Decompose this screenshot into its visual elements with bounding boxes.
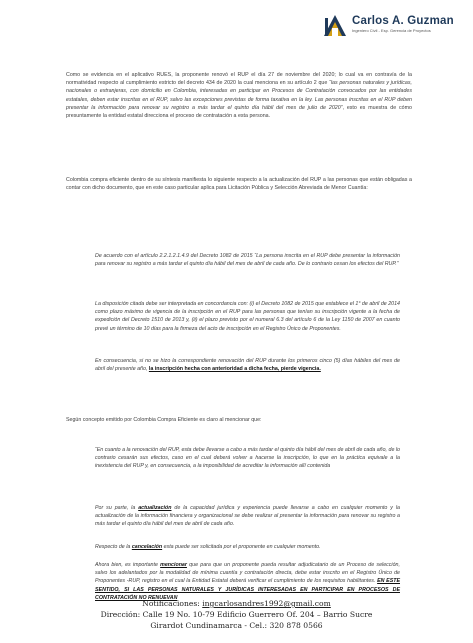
footer-address: Dirección: Calle 19 No. 10-79 Edificio Guerrero Of. 204 – Barrio Sucre (100, 610, 373, 619)
text: Como se evidencia en el aplicativo RUES, la proponente renovó el RUP el día 27 de noviembre del 2020; lo cual va en contravía de la normatividad respecto al cumplimiento estricto del decreto 434 de 2020 la cual menciona en su artículo 2 que (66, 72, 412, 87)
text: , esto es muestra de cómo presuntamente la entidad estatal direcciona el proceso de contratación a esta persona. (66, 104, 412, 120)
paragraph-concept: Según concepto emitido por Colombia Compra Eficiente es claro al mencionar que: (66, 417, 262, 423)
text: De acuerdo con el artículo 2.2.1.2.1.4.9 del Decreto 1082 de 2015 (95, 253, 255, 259)
underlined-text: la inscripción hecha con anterioridad a dicha fecha, pierde vigencia. (148, 366, 321, 373)
underlined-text: actualización (138, 505, 172, 511)
logo-subtitle: Ingeniero Civil - Esp. Gerencia de Proyectos (352, 28, 431, 33)
header-logo (322, 10, 472, 42)
underlined-text: mencionar (160, 562, 187, 568)
text: Ahora bien, es importante (95, 562, 161, 568)
paragraph-colombia-compra: Colombia compra eficiente dentro de su síntesis manifiesta lo siguiente respecto a la actualización del RUP a las personas que están obligadas a contar con dicho documento, que en este caso particular aplica para Licitación Pública y Selección Abreviada de Menor Cuantía: (66, 177, 412, 192)
text: Respecto de la (95, 544, 132, 550)
email-link[interactable]: ingcarlosandres1992@gmail.com (202, 599, 331, 608)
footer-label: Notificaciones: (142, 599, 203, 608)
quote-update (95, 504, 400, 529)
text: En consecuencia, si no se hizo la correspondiente renovación del RUP durante los primeros cinco (5) días hábiles del mes de abril del presente año, (95, 358, 400, 373)
quote-consequence (95, 357, 400, 373)
underlined-text: cancelación (131, 544, 163, 550)
footer-notifications (0, 598, 473, 609)
quote-renewal (95, 446, 400, 471)
building-logo-icon (322, 12, 348, 38)
footer-phone: Girardot Cundinamarca - Cel.: 320 878 0566 (150, 621, 323, 630)
text: “La persona inscrita en el RUP debe presentar la información para renovar su registro a más tardar el quinto día hábil del mes de abril de cada año. De lo contrario cesan los efectos del RUP.” (95, 253, 400, 268)
page-footer (0, 598, 473, 631)
quote-decree-1082 (95, 252, 400, 268)
text: La disposición citada debe ser interpretada en concordancia con: (i) el Decreto 1082 de 2015 que establece el 1° de abril de 2014 como plazo máximo de vigencia de la inscripción en el RUP para las personas que tenían su inscripción vigente a la fecha de expedición del Decreto 1510 de 2013 y, (ii) el plazo previsto por el numeral 6.3 del artículo 6 de la Ley 1150 de 2007 en cuanto prevé un término de 10 días para la firmeza del acto de inscripción en el Registro Único de Proponentes. (95, 301, 400, 332)
text: esta puede ser solicitada por el proponente en cualquier momento. (162, 544, 321, 550)
logo-name: Carlos A. Guzman (352, 15, 454, 27)
text: que para que un proponente pueda resultar adjudicatario de un Proceso de selección, salvo los adelantados por la modalidad de mínima cuantía y contratación directa, debe estar inscrito en el Registro Único de Proponentes -RUP, registro en el cual la Entidad Estatal deberá verificar el cumplimiento de los requisitos habilitantes. (95, 562, 400, 585)
text: “En cuanto a la renovación del RUP, esta debe llevarse a cabo a más tardar el quinto día hábil del mes de abril de cada año, de lo contrario cesarán sus efectos, caso en el cual deberá volver a hacerse la inscripción, lo que en la práctica equivale a la inexistencia del RUP y, en consecuencia, a la imposibilidad de acreditar la información allí contenida (95, 447, 400, 470)
quote-decree-434: “las personas naturales y jurídicas, nacionales o extranjeras, con domicilio en Colombia, interesadas en participar en Procesos de Contratación convocados por las entidades estatales, deben estar inscritas en el RUP, salvo las excepciones previstas de forma taxativa en la ley. Las personas inscritas en el RUP deben presentar la información para renovar su registro a más tardar el quinto día hábil del mes de julio de 2020” (66, 80, 412, 111)
quote-interpretation (95, 300, 400, 333)
text: de la capacidad jurídica y experiencia puede llevarse a cabo en cualquier momento y la actualización de la información financiera y organizacional se debe realizar al presentar la información para renovar su registro a más tardar el quinto día hábil del mes de abril de cada año. (95, 505, 400, 528)
text: Por su parte, la (95, 505, 139, 511)
quote-cancellation (95, 543, 400, 551)
paragraph-rues-renewal (66, 71, 412, 120)
underlined-text: EN ESTE SENTIDO, SI LAS PERSONAS NATURALES Y JURÍDICAS INTERESADAS EN PARTICIPAR EN PROCESOS DE CONTRATACIÓN NO RENUEVAN (95, 578, 400, 601)
quote-mention (95, 561, 400, 602)
